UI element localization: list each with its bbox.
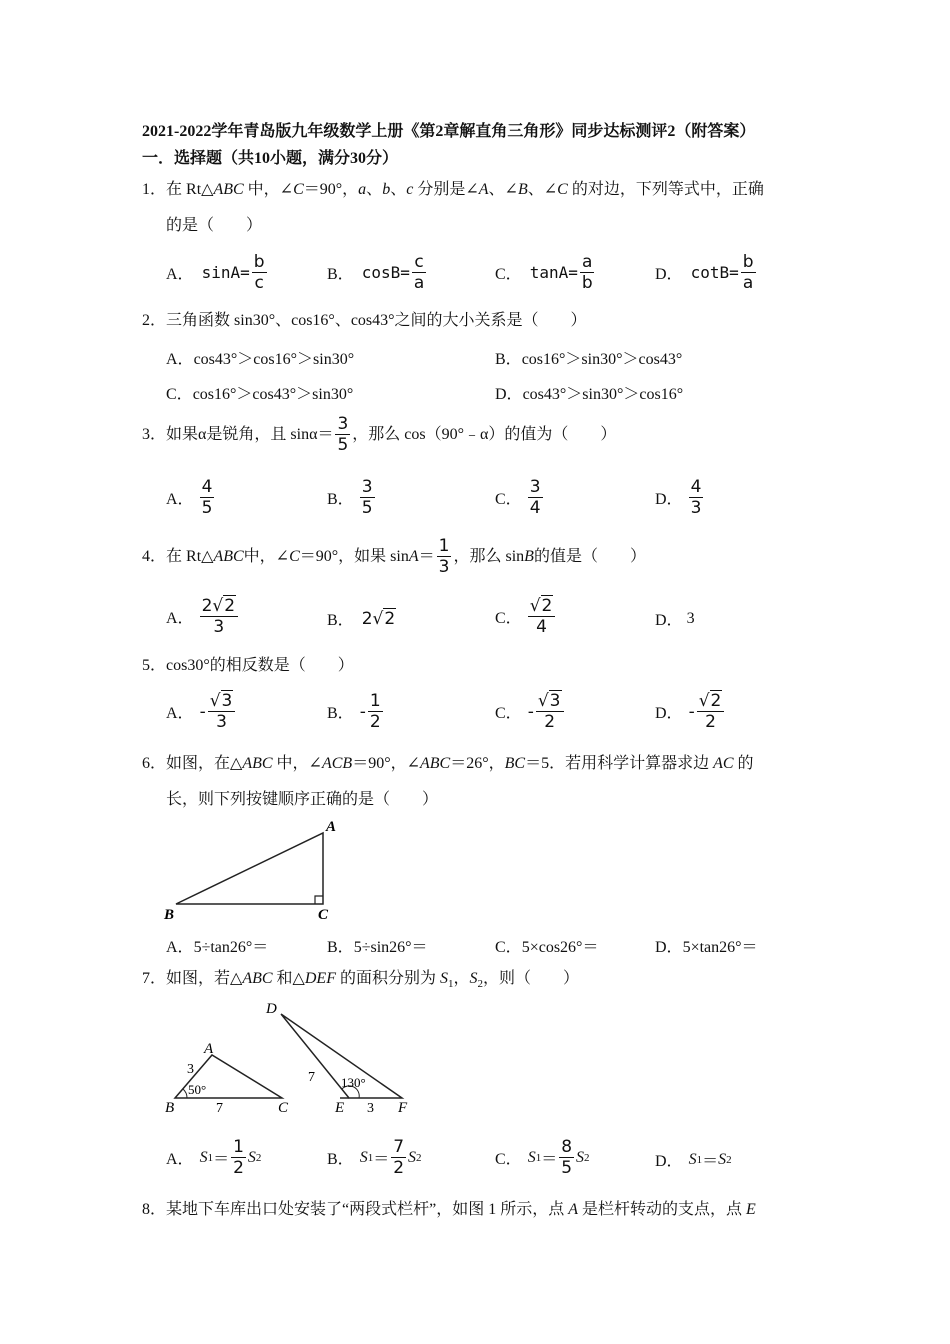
q5-option-c[interactable]: C． - $\frac{√3}{2}$ <box>495 691 566 732</box>
label-f: F <box>398 1100 408 1116</box>
right-angle-mark <box>315 896 323 904</box>
label-angle-e: 130° <box>341 1075 366 1090</box>
question-3: 3． 如果α是锐角，且 sinα＝ $\frac{3}{5}$ ，那么 cos（90°﹣α）的值为（ ） <box>142 414 617 455</box>
q3-option-d[interactable]: D． $\frac{4}{3}$ <box>655 477 702 518</box>
q2-option-d[interactable]: D． cos43°＞sin30°＞cos16° <box>495 386 684 403</box>
q1-option-d[interactable]: D． cotB= $\frac{b}{a}$ <box>655 252 754 293</box>
label-ab: 3 <box>187 1062 194 1077</box>
q7-option-c[interactable]: C． S 1 ＝ $\frac{8}{5}$ S 2 <box>495 1137 590 1178</box>
question-1: 1．在 Rt△ABC 中，∠C＝90°，a、b、c 分别是∠A、∠B、∠C 的对边，下列等式中，正确 <box>142 181 764 198</box>
label-d: D <box>266 1001 277 1017</box>
label-c: C <box>318 907 329 923</box>
question-1-line2: 的是（ ） <box>166 217 263 234</box>
q3-option-c[interactable]: C． $\frac{3}{4}$ <box>495 477 541 518</box>
question-6-line2: 长，则下列按键顺序正确的是（ ） <box>166 791 439 808</box>
label-b: B <box>164 907 175 923</box>
angle-b-arc <box>183 1089 187 1098</box>
question-2: 2．三角函数 sin30°、cos16°、cos43°之间的大小关系是（ ） <box>142 312 587 329</box>
question-8: 8．某地下车库出口处安装了“两段式栏杆”，如图 1 所示，点 A 是栏杆转动的支点，点 E <box>142 1201 756 1218</box>
question-number: 1． <box>142 181 167 198</box>
label-b: B <box>165 1100 175 1116</box>
label-ef: 3 <box>367 1101 374 1116</box>
q6-option-c[interactable]: C． 5×cos26°＝ <box>495 939 599 956</box>
q4-option-c[interactable]: C． $\frac{√2}{4}$ <box>495 596 557 637</box>
triangle-abc <box>176 833 323 904</box>
q3-option-a[interactable]: A． $\frac{4}{5}$ <box>166 477 213 518</box>
q5-option-b[interactable]: B． - $\frac{1}{2}$ <box>327 691 381 732</box>
label-c: C <box>278 1100 289 1116</box>
q2-option-b[interactable]: B． cos16°＞sin30°＞cos43° <box>495 351 683 368</box>
section-title: 一．选择题（共10小题，满分30分） <box>142 150 399 167</box>
q4-option-a[interactable]: A． $\frac{2√2}{3}$ <box>166 596 240 637</box>
q1-option-b[interactable]: B． cosB= $\frac{c}{a}$ <box>327 252 425 293</box>
q7-triangles-figure <box>160 995 420 1120</box>
q4-option-b[interactable]: B． 2√2 <box>327 608 396 629</box>
q1-option-c[interactable]: C． tanA= $\frac{a}{b}$ <box>495 252 593 293</box>
q6-triangle-figure <box>160 815 360 925</box>
q5-option-d[interactable]: D． - $\frac{√2}{2}$ <box>655 691 726 732</box>
q4-option-d[interactable]: D． 3 <box>655 609 695 629</box>
q2-option-c[interactable]: C． cos16°＞cos43°＞sin30° <box>166 386 354 403</box>
document-title: 2021-2022学年青岛版九年级数学上册《第2章解直角三角形》同步达标测评2（附答案） <box>142 123 756 140</box>
q7-option-d[interactable]: D． S 1 ＝ S 2 <box>655 1150 732 1170</box>
q7-option-b[interactable]: B． S 1 ＝ $\frac{7}{2}$ S 2 <box>327 1137 422 1178</box>
q5-option-a[interactable]: A． - $\frac{√3}{3}$ <box>166 691 237 732</box>
question-6: 6．如图，在△ABC 中，∠ACB＝90°，∠ABC＝26°，BC＝5．若用科学计算器求边 AC 的 <box>142 755 754 772</box>
q6-option-a[interactable]: A． 5÷tan26°＝ <box>166 939 269 956</box>
q6-option-b[interactable]: B． 5÷sin26°＝ <box>327 939 428 956</box>
label-a: A <box>204 1041 214 1057</box>
q2-option-a[interactable]: A． cos43°＞cos16°＞sin30° <box>166 351 355 368</box>
label-de: 7 <box>308 1070 315 1085</box>
label-a: A <box>326 819 337 835</box>
question-5: 5．cos30°的相反数是（ ） <box>142 657 354 674</box>
question-4: 4． 在 Rt△ ABC 中，∠ C ＝90°，如果 sin A ＝ $\frac{1}{3}$ ，那么 sin B 的值是（ ） <box>142 536 646 577</box>
q6-option-d[interactable]: D． 5×tan26°＝ <box>655 939 758 956</box>
q1-option-a[interactable]: A． sinA= $\frac{b}{c}$ <box>166 252 265 293</box>
label-e: E <box>335 1100 345 1116</box>
q3-option-b[interactable]: B． $\frac{3}{5}$ <box>327 477 373 518</box>
question-7: 7．如图，若△ABC 和△DEF 的面积分别为 $S_1$，$S_2$，则（ ） <box>142 970 580 991</box>
label-bc: 7 <box>216 1101 223 1116</box>
label-angle-b: 50° <box>188 1082 207 1097</box>
q7-option-a[interactable]: A． S 1 ＝ $\frac{1}{2}$ S 2 <box>166 1137 262 1178</box>
